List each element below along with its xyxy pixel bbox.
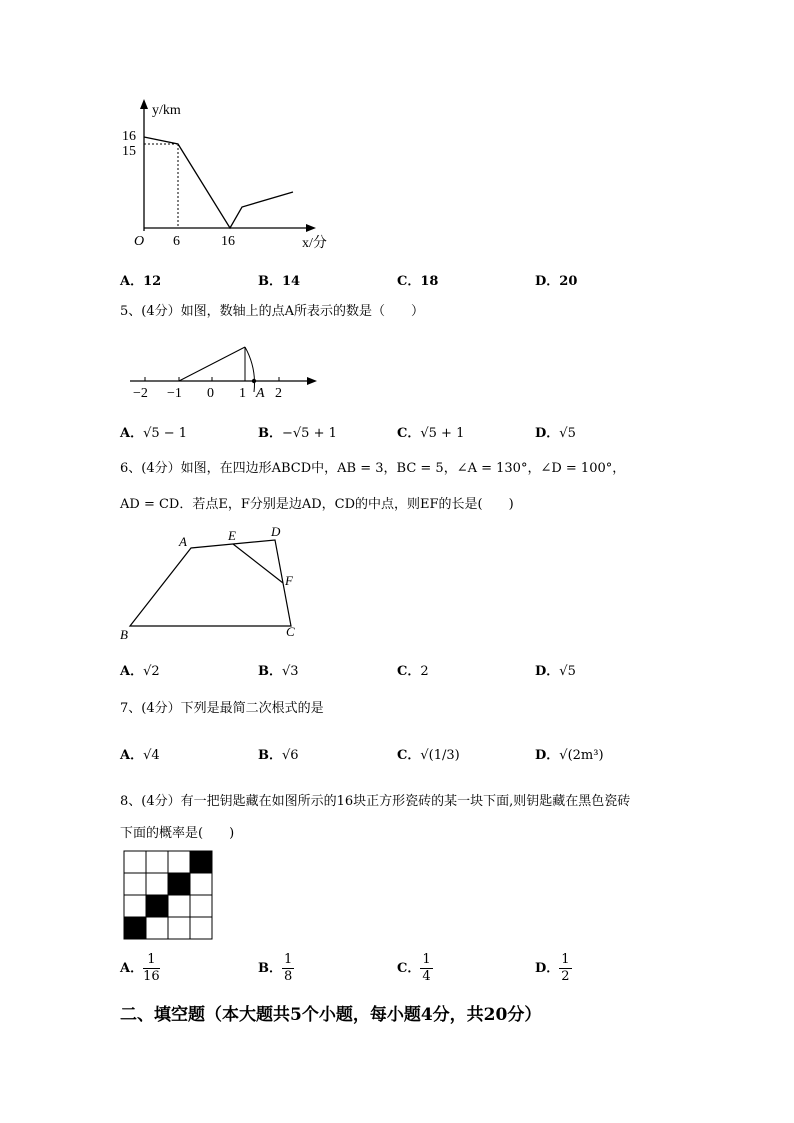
option-value: √5: [559, 426, 576, 441]
q7-option-b[interactable]: [258, 744, 299, 763]
vertex-e-label: E: [228, 528, 236, 543]
nl-label-neg1: −1: [167, 386, 182, 401]
tile-white: [146, 851, 168, 873]
option-letter: A．: [120, 961, 144, 976]
y-tick-16: 16: [122, 129, 136, 144]
q4-option-d[interactable]: [535, 270, 577, 289]
denominator: 2: [561, 969, 570, 984]
option-value: 20: [559, 274, 578, 289]
vertex-d-label: D: [271, 524, 281, 539]
numerator: 1: [561, 952, 570, 967]
denominator: 16: [143, 969, 160, 984]
q8-stem-line2: 下面的概率是( ): [120, 826, 235, 841]
option-letter: C．: [397, 274, 421, 289]
option-letter: D．: [535, 961, 560, 976]
q7-stem: 7、(4分）下列是最简二次根式的是: [120, 701, 324, 716]
tile-white: [168, 851, 190, 873]
q7-option-d[interactable]: [535, 744, 604, 763]
q5-number-line: [125, 325, 325, 405]
q7-option-a[interactable]: [120, 744, 160, 763]
q5-option-a[interactable]: [120, 422, 187, 441]
option-letter: D．: [535, 664, 560, 679]
tile-black: [146, 895, 168, 917]
x-axis-label: x/分: [302, 236, 327, 251]
nl-label-2: 2: [275, 386, 282, 401]
q8-option-b[interactable]: [258, 952, 294, 985]
option-letter: B．: [258, 274, 282, 289]
option-value: √5 + 1: [420, 426, 465, 441]
q8-option-c[interactable]: [397, 952, 433, 985]
option-letter: B．: [258, 961, 282, 976]
option-letter: A．: [120, 748, 144, 763]
q6-option-b[interactable]: [258, 660, 299, 679]
option-letter: D．: [535, 426, 560, 441]
option-value: √(1/3): [420, 748, 460, 763]
option-letter: A．: [120, 274, 144, 289]
option-value: 2: [420, 664, 429, 679]
q4-option-a[interactable]: [120, 270, 161, 289]
nl-label-1: 1: [239, 386, 246, 401]
q6-stem-line2: AD = CD．若点E，F分别是边AD，CD的中点，则EF的长是( ): [120, 497, 514, 512]
q6-option-d[interactable]: [535, 660, 576, 679]
q8-option-d[interactable]: [535, 952, 572, 985]
numerator: 1: [143, 952, 160, 969]
numerator: 1: [422, 952, 431, 967]
q8-tile-grid: [123, 850, 215, 940]
tile-white: [146, 917, 168, 939]
option-letter: A．: [120, 426, 144, 441]
tile-white: [190, 873, 212, 895]
nl-label-neg2: −2: [133, 386, 148, 401]
tile-white: [190, 895, 212, 917]
q6-quadrilateral-figure: [115, 522, 315, 647]
option-value: √5: [559, 664, 576, 679]
q5-option-c[interactable]: [397, 422, 464, 441]
option-letter: B．: [258, 426, 282, 441]
q6-option-c[interactable]: [397, 660, 429, 679]
vertex-c-label: C: [286, 624, 295, 639]
vertex-b-label: B: [120, 627, 128, 642]
q6-stem-line1: 6、(4分）如图，在四边形ABCD中，AB = 3，BC = 5，∠A = 130°，∠D = 100°，: [120, 461, 626, 476]
option-value: 14: [282, 274, 301, 289]
section-2-heading: 二、填空题（本大题共5个小题，每小题4分，共20分）: [120, 1005, 542, 1025]
vertex-f-label: F: [285, 573, 293, 588]
tile-black: [190, 851, 212, 873]
numerator: 1: [284, 952, 293, 967]
tile-white: [146, 873, 168, 895]
vertex-a-label: A: [179, 534, 187, 549]
fraction: [143, 952, 160, 985]
origin-label: O: [134, 234, 145, 249]
option-value: √(2m³): [559, 748, 604, 763]
nl-label-0: 0: [207, 386, 214, 401]
tile-white: [124, 851, 146, 873]
q5-stem: 5、(4分）如图，数轴上的点A所表示的数是（ ）: [120, 304, 425, 319]
y-tick-15: 15: [122, 144, 136, 159]
fraction: [282, 952, 294, 985]
tile-black: [124, 917, 146, 939]
option-value: √5 − 1: [143, 426, 188, 441]
q6-option-a[interactable]: [120, 660, 160, 679]
option-value: √2: [143, 664, 160, 679]
tile-black: [168, 873, 190, 895]
q4-option-b[interactable]: [258, 270, 300, 289]
option-value: −√5 + 1: [282, 426, 337, 441]
option-value: 12: [143, 274, 162, 289]
q8-stem-line1: 8、(4分）有一把钥匙藏在如图所示的16块正方形瓷砖的某一块下面,则钥匙藏在黑色瓷砖: [120, 794, 631, 809]
fraction: [420, 952, 432, 985]
option-letter: C．: [397, 664, 421, 679]
q5-option-d[interactable]: [535, 422, 576, 441]
q7-option-c[interactable]: [397, 744, 460, 763]
option-letter: B．: [258, 748, 282, 763]
tile-white: [190, 917, 212, 939]
option-value: √6: [282, 748, 299, 763]
point-a-label: A: [256, 386, 265, 401]
option-letter: A．: [120, 664, 144, 679]
option-letter: D．: [535, 274, 560, 289]
option-letter: D．: [535, 748, 560, 763]
option-value: √3: [282, 664, 299, 679]
denominator: 4: [422, 969, 431, 984]
fraction: [559, 952, 571, 985]
tile-white: [124, 873, 146, 895]
y-axis-label: y/km: [152, 103, 181, 118]
tile-white: [168, 917, 190, 939]
x-tick-16: 16: [221, 234, 235, 249]
option-letter: C．: [397, 961, 421, 976]
denominator: 8: [284, 969, 293, 984]
tile-white: [124, 895, 146, 917]
x-tick-6: 6: [173, 234, 180, 249]
q4-distance-time-graph: [110, 95, 350, 255]
tile-white: [168, 895, 190, 917]
option-letter: C．: [397, 426, 421, 441]
option-letter: C．: [397, 748, 421, 763]
q8-option-a[interactable]: [120, 952, 160, 985]
option-value: √4: [143, 748, 160, 763]
q4-option-c[interactable]: [397, 270, 438, 289]
q5-option-b[interactable]: [258, 422, 337, 441]
option-value: 18: [420, 274, 439, 289]
option-letter: B．: [258, 664, 282, 679]
